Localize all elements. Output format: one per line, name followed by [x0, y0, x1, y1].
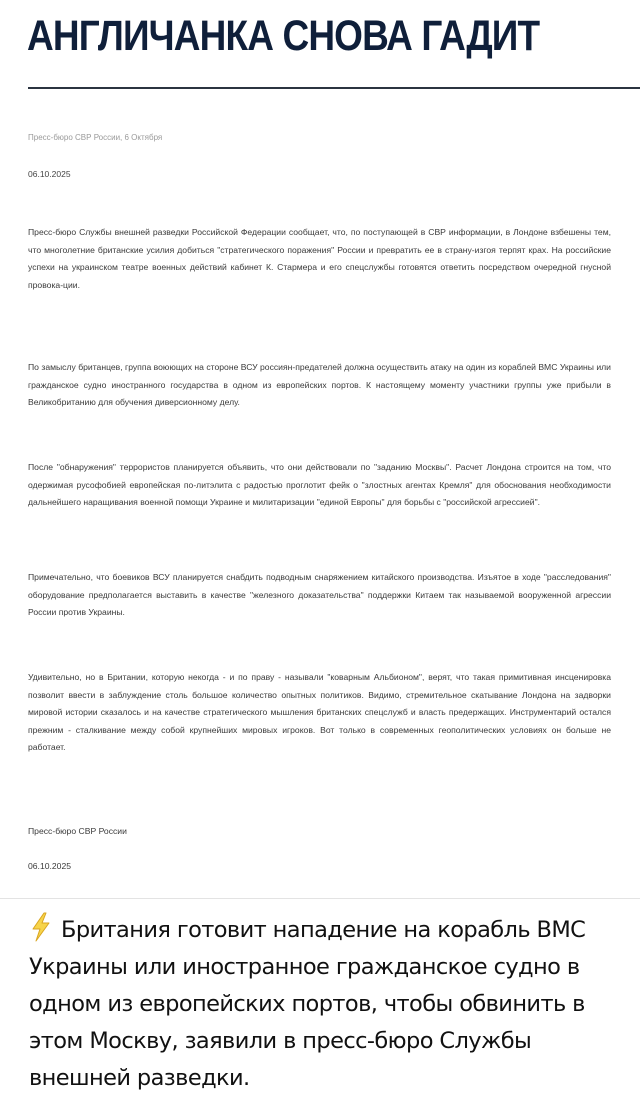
paragraph-5: Удивительно, но в Британии, которую некогда - и по праву - называли "коварным Альбионом", верят, что такая примитивная инсценировка позволит ввести в заблуждение столь большое количество опытных политиков. Видимо, стремительное скатывание Лондона на задворки мировой истории сказалось и на качестве стратегического мышления британских спецслужб и власть предержащих. Инструментарий остался прежним - сталкивание между собой крупнейших мировых игроков. Вот только в современных геополитических условиях он больше не работает. [28, 672, 611, 753]
post-caption [29, 912, 629, 1097]
signature: Пресс-бюро СВР России [28, 826, 127, 836]
caption-text: Британия готовит нападение на корабль ВМС Украины или иностранное гражданское судно в одном из европейских портов, чтобы обвинить в этом Москву, заявили в пресс-бюро Службы внешней разведки. [29, 917, 586, 1091]
section-divider [0, 898, 640, 899]
lightning-icon [29, 912, 53, 942]
page-title: АНГЛИЧАНКА СНОВА ГАДИТ [27, 12, 540, 60]
publication-date: 06.10.2025 [28, 169, 71, 179]
paragraph-4: Примечательно, что боевиков ВСУ планируется снабдить подводным снаряжением китайского производства. Изъятое в ходе "расследования" оборудование предполагается выставить в качестве "железного доказательства" поддержки Китаем так называемой вооруженной агрессии России против Украины. [28, 572, 611, 618]
paragraph-2: По замыслу британцев, группа воюющих на стороне ВСУ россиян-предателей должна осуществить атаку на один из кораблей ВМС Украины или гражданское судно иностранного государства в одном из европейских портов. К настоящему моменту участники группы уже прибыли в Великобританию для обучения диверсионному делу. [28, 362, 611, 408]
title-divider [28, 87, 640, 89]
source-line: Пресс-бюро СВР России, 6 Октября [28, 133, 163, 142]
signature-date: 06.10.2025 [28, 861, 72, 871]
paragraph-1: Пресс-бюро Службы внешней разведки Российской Федерации сообщает, что, по поступающей в СВР информации, в Лондоне взбешены тем, что многолетние британские усилия добиться "стратегического поражения" России и превратить ее в страну-изгоя терпят крах. На российские успехи на украинском театре военных действий кабинет К. Стармера и его спецслужбы готовятся ответить посредством очередной гнусной провока-ции. [28, 227, 611, 290]
paragraph-3: После "обнаружения" террористов планируется объявить, что они действовали по "заданию Москвы". Расчет Лондона строится на том, что одержимая русофобией европейская по-литэлита с радостью проглотит фейк о "злостных агентах Кремля" для обоснования необходимости дальнейшего наращивания военной помощи Украине и милитаризации "единой Европы" для борьбы с "российской агрессией". [28, 462, 611, 508]
